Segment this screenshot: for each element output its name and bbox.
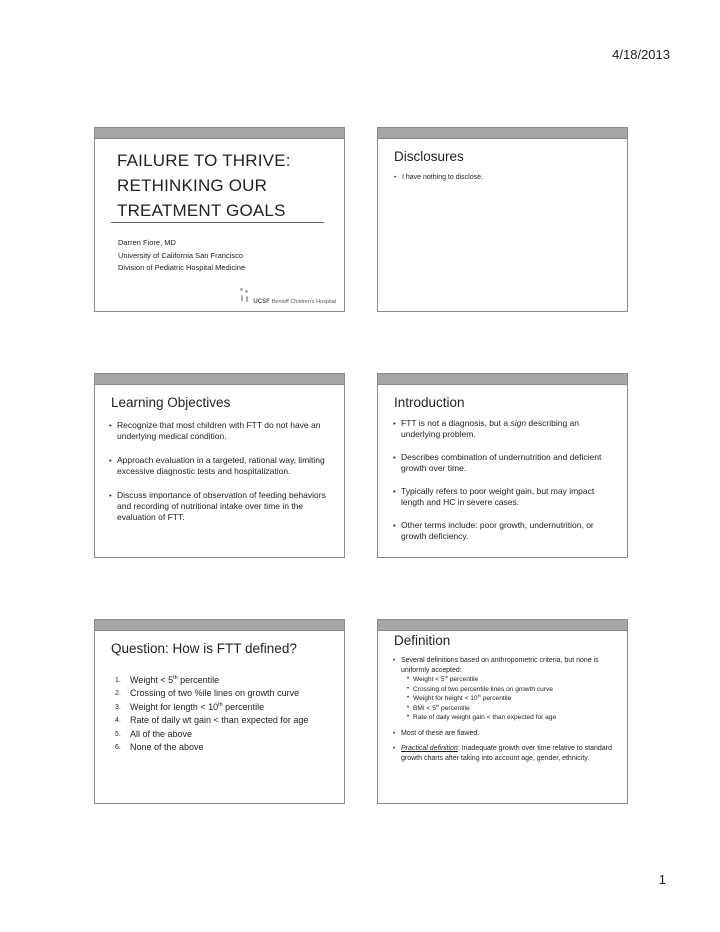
slide-title-text: Disclosures bbox=[394, 149, 464, 164]
author-name: Darren Fiore, MD bbox=[118, 238, 176, 247]
list-item: • Several definitions based on anthropometric criteria, but none is uniformly accepted: • Weight < 5th percentile • Crossing of two percentile lines on growth curve • Weight for height < 10th percentile • BMI < 5th percentile • Rate of daily weight gain < than expected for age bbox=[393, 656, 617, 723]
list-item: 5. All of the above bbox=[115, 728, 193, 739]
list-item: • Typically refers to poor weight gain, but may impact length and HC in severe cases. bbox=[393, 486, 617, 508]
bullet-list bbox=[393, 418, 617, 554]
presentation-title: FAILURE TO THRIVE: RETHINKING OUR TREATMENT GOALS bbox=[117, 151, 291, 220]
list-item: 6. None of the above bbox=[115, 742, 204, 753]
slide-header-bar bbox=[95, 374, 344, 385]
list-item: • Most of these are flawed. bbox=[393, 729, 617, 739]
list-item: • Weight for height < 10th percentile bbox=[407, 694, 617, 704]
slide-header-bar bbox=[95, 128, 344, 139]
slide-header-bar bbox=[95, 620, 344, 631]
list-item: • I have nothing to disclose. bbox=[394, 174, 483, 181]
hospital-logo bbox=[239, 287, 336, 305]
logo-hospital-name: Benioff Children's Hospital bbox=[271, 299, 336, 305]
slide-introduction bbox=[377, 373, 628, 558]
author-block bbox=[118, 237, 245, 275]
affiliation-division: Division of Pediatric Hospital Medicine bbox=[118, 263, 246, 272]
children-figures-icon bbox=[239, 287, 251, 305]
slide-title-text: Definition bbox=[394, 633, 451, 648]
bullet-list bbox=[394, 174, 483, 181]
slide-question bbox=[94, 619, 345, 804]
list-item: • Rate of daily weight gain < than expected for age bbox=[407, 713, 617, 723]
bullet-list bbox=[109, 420, 334, 536]
logo-ucsf: UCSF bbox=[253, 299, 270, 305]
slide-header-bar bbox=[378, 128, 627, 139]
list-item: • Recognize that most children with FTT do not have an underlying medical condition. bbox=[109, 420, 334, 442]
list-item: • Discuss importance of observation of feeding behaviors and recording of nutritional intake over time in the evaluation of FTT. bbox=[109, 490, 334, 523]
slide-title bbox=[94, 127, 345, 312]
list-item: • Weight < 5th percentile bbox=[407, 675, 617, 685]
affiliation-university: University of California San Francisco bbox=[118, 250, 244, 260]
bullet-list bbox=[393, 656, 617, 769]
list-item: 3. Weight for length < 10th percentile bbox=[115, 701, 265, 712]
slide-title-text: Introduction bbox=[394, 395, 465, 410]
print-date: 4/18/2013 bbox=[612, 47, 670, 62]
slide-header-bar bbox=[378, 374, 627, 385]
list-item: • Crossing of two percentile lines on growth curve bbox=[407, 685, 617, 695]
title-divider bbox=[111, 222, 324, 223]
list-item: • FTT is not a diagnosis, but a sign describing an underlying problem. bbox=[393, 418, 617, 440]
answer-options bbox=[115, 674, 308, 754]
list-item: • BMI < 5th percentile bbox=[407, 704, 617, 714]
list-item: • Other terms include: poor growth, undernutrition, or growth deficiency. bbox=[393, 520, 617, 542]
page-number: 1 bbox=[658, 872, 666, 887]
list-item: • Approach evaluation in a targeted, rational way, limiting excessive diagnostic tests and hospitalization. bbox=[109, 455, 334, 477]
list-item: 2. Crossing of two %ile lines on growth curve bbox=[115, 688, 300, 699]
slide-definition bbox=[377, 619, 628, 804]
list-item: 1. Weight < 5th percentile bbox=[115, 675, 220, 685]
list-item: 4. Rate of daily wt gain < than expected for age bbox=[115, 715, 309, 726]
list-item: • Describes combination of undernutrition and deficient growth over time. bbox=[393, 452, 617, 474]
slide-header-bar bbox=[378, 620, 627, 631]
slide-disclosures bbox=[377, 127, 628, 312]
slide-title-text: Learning Objectives bbox=[111, 395, 231, 410]
slide-title-text: Question: How is FTT defined? bbox=[111, 641, 297, 656]
slide-learning-objectives bbox=[94, 373, 345, 558]
sub-bullet-list bbox=[401, 675, 617, 723]
list-item: • Practical definition: Inadequate growth over time relative to standard growth charts after taking into account age, gender, ethnicity. bbox=[393, 744, 617, 763]
